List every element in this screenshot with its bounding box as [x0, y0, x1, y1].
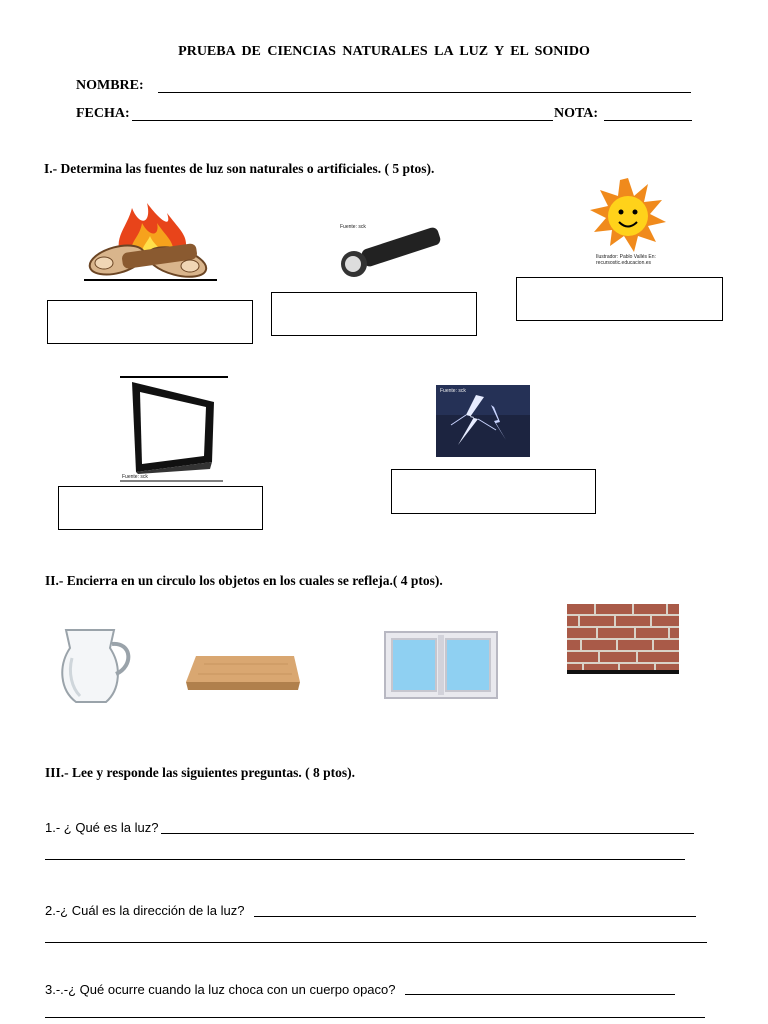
grade-field[interactable]: [604, 120, 692, 121]
wooden-board-icon[interactable]: [184, 650, 302, 694]
television-icon: [118, 374, 230, 484]
answer-box-lightning[interactable]: [391, 469, 596, 514]
sun-icon: [576, 178, 680, 258]
section-1-heading: I.- Determina las fuentes de luz son naturales o artificiales. ( 5 ptos).: [44, 161, 435, 176]
name-field[interactable]: [158, 92, 691, 93]
answer-line-1b[interactable]: [45, 859, 685, 860]
television-caption: Fuente: sck: [122, 474, 148, 480]
answer-box-campfire[interactable]: [47, 300, 253, 344]
date-label: FECHA:: [76, 106, 130, 121]
question-1: 1.- ¿ Qué es la luz?: [45, 820, 159, 835]
answer-line-2b[interactable]: [45, 942, 707, 943]
page-title: PRUEBA DE CIENCIAS NATURALES LA LUZ Y EL SONIDO: [178, 44, 590, 59]
window-icon[interactable]: [384, 631, 498, 699]
campfire-icon: [82, 198, 227, 283]
grade-label: NOTA:: [554, 106, 599, 121]
answer-box-television[interactable]: [58, 486, 263, 530]
answer-line-2a[interactable]: [254, 916, 696, 917]
answer-line-3a[interactable]: [405, 994, 675, 995]
name-label: NOMBRE:: [76, 78, 144, 93]
question-2: 2.-¿ Cuál es la dirección de la luz?: [45, 903, 245, 918]
flashlight-caption: Fuente: sck: [340, 224, 366, 230]
sun-caption: Ilustrador: Pablo Vallés En: recursostic.educacion.es: [596, 254, 656, 266]
brick-wall-icon[interactable]: [567, 604, 679, 674]
answer-line-3b[interactable]: [45, 1017, 705, 1018]
lightning-icon: [436, 385, 530, 457]
date-field[interactable]: [132, 120, 553, 121]
lightning-caption: Fuente: sck: [440, 388, 466, 394]
section-2-heading: II.- Encierra en un circulo los objetos en los cuales se refleja.( 4 ptos).: [45, 573, 443, 588]
answer-box-sun[interactable]: [516, 277, 723, 321]
answer-box-flashlight[interactable]: [271, 292, 477, 336]
answer-line-1a[interactable]: [161, 833, 694, 834]
glass-pitcher-icon[interactable]: [50, 618, 142, 710]
section-3-heading: III.- Lee y responde las siguientes preguntas. ( 8 ptos).: [45, 765, 356, 780]
question-3: 3.-.-¿ Qué ocurre cuando la luz choca con un cuerpo opaco?: [45, 982, 396, 997]
